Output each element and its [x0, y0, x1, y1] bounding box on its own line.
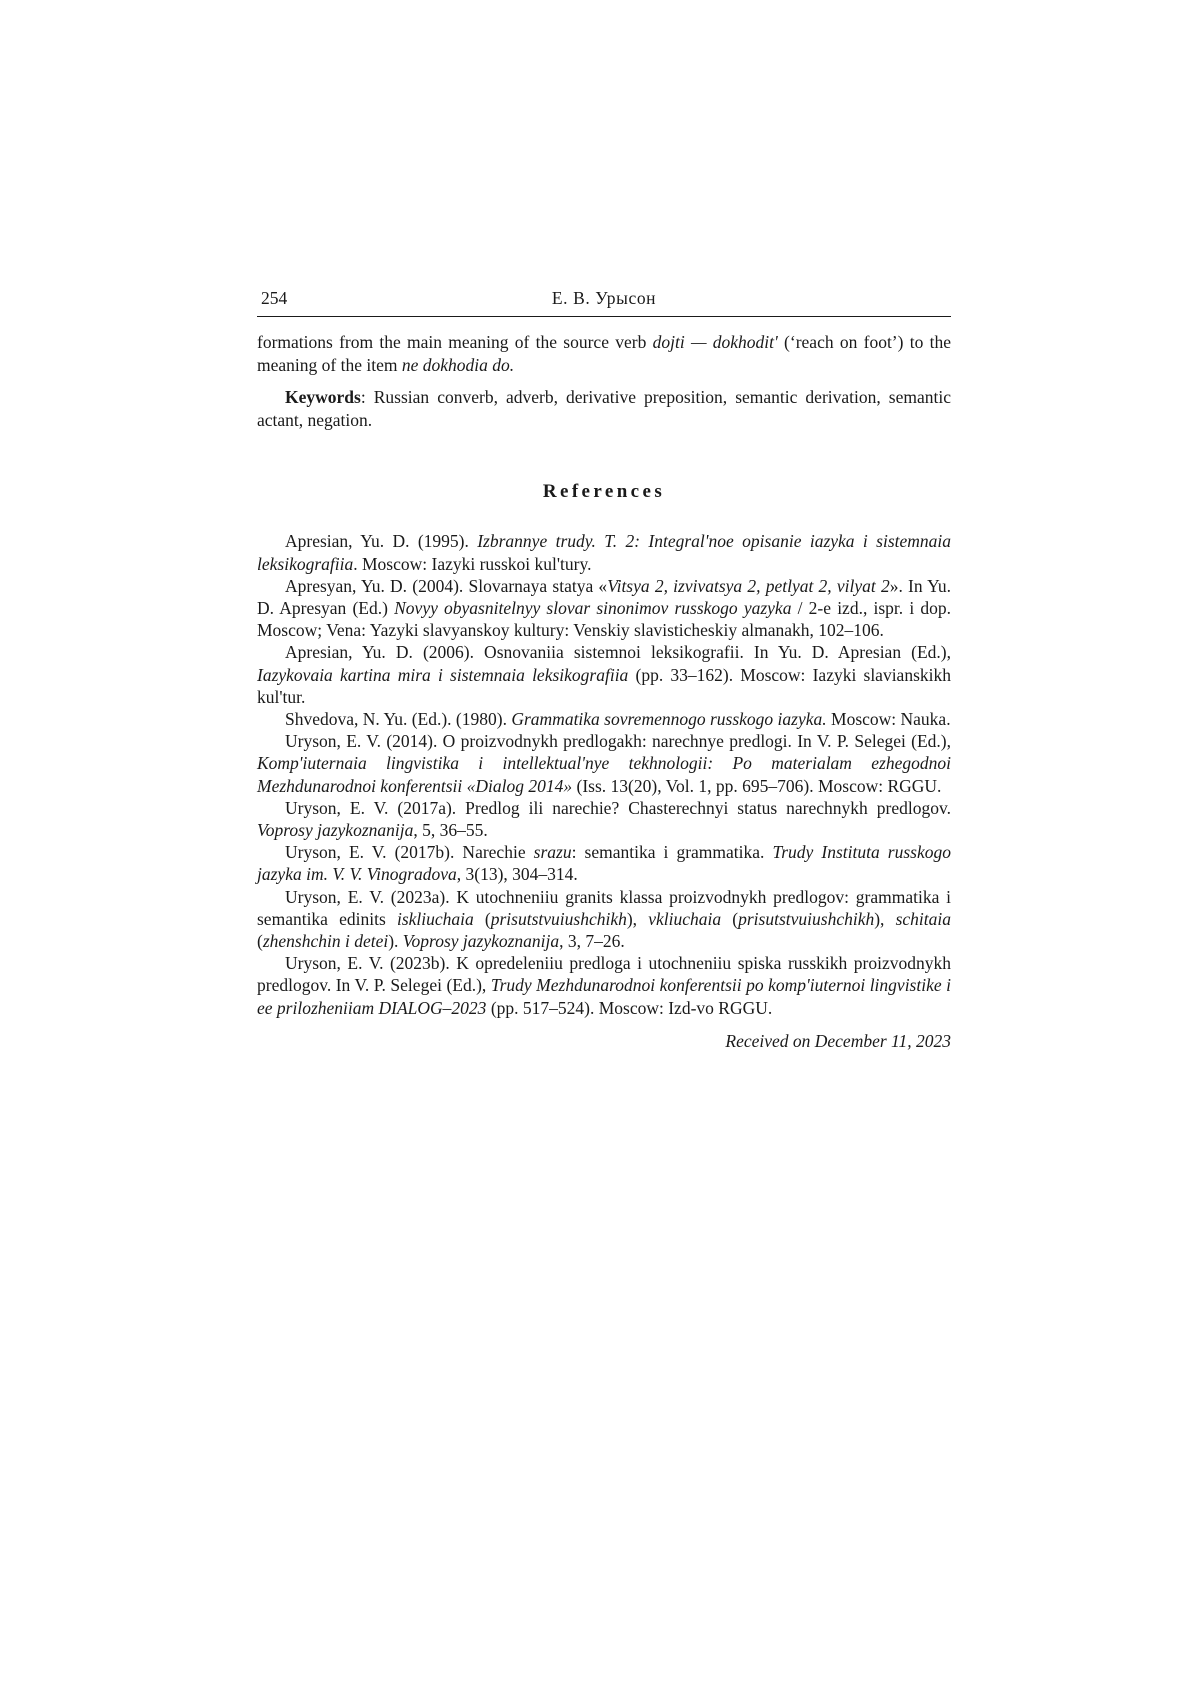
text-run: Apresyan, Yu. D. (2004). Slovarnaya statya « [285, 575, 608, 596]
italic-run: prisutstvuiushchikh [490, 908, 627, 929]
reference-entry [257, 886, 951, 953]
text-run: (pp. 517–524). Moscow: Izd-vo RGGU. [486, 997, 773, 1018]
text-run: ), [626, 908, 649, 929]
reference-list [257, 530, 951, 1018]
reference-entry [257, 730, 951, 797]
italic-run: Grammatika sovremennogo russkogo iazyka. [511, 709, 827, 729]
keywords-paragraph [257, 386, 951, 431]
italic-run: Izbrannye trudy. T. 2: Integral'noe opisanie iazyka i sistemnaia leksikografiia [257, 531, 952, 574]
italic-run: Novyy obyasnitelnyy slovar sinonimov russkogo yazyka [394, 597, 792, 618]
text-run: : semantika i grammatika. [571, 842, 773, 863]
references-heading: References [542, 481, 666, 503]
text-run: , 3, 7–26. [559, 931, 625, 952]
reference-entry [257, 575, 951, 642]
text-run: (Iss. 13(20), Vol. 1, pp. 695–706). Moscow: RGGU. [572, 775, 942, 796]
text-run: ), [874, 908, 896, 929]
text-run: Uryson, E. V. (2017a). Predlog ili narechie? Chasterechnyi status narechnykh predlogov. [285, 797, 951, 818]
italic-run: Vitsya 2, izvivatsya 2, petlyat 2, vilyat 2 [607, 575, 890, 596]
italic-run: Voprosy jazykoznanija [402, 931, 560, 952]
italic-run: vkliuchaia [648, 908, 722, 929]
text-run: ». In Yu. D. Apresyan (Ed.) [257, 575, 951, 618]
text-run: Uryson, E. V. (2014). O proizvodnykh predlogakh: narechnye predlogi. In V. P. Selegei (Ed.), [285, 731, 951, 752]
italic-run: Iazykovaia kartina mira i sistemnaia leksikografiia [257, 664, 629, 685]
text-run: Moscow: Nauka. [826, 709, 951, 729]
text-run: ( [721, 908, 739, 929]
text-run: , 5, 36–55. [413, 820, 488, 841]
italic-run: zhenshchin i detei [262, 931, 389, 952]
received-date: Received on December 11, 2023 [725, 1030, 951, 1051]
text-run: (pp. 33–162). Moscow: Iazyki slavianskikh kul'tur. [257, 664, 952, 707]
italic-run: schitaia [895, 908, 952, 929]
text-run: Uryson, E. V. (2023b). K opredeleniiu predloga i utochneniiu spiska russkikh proizvodnykh predlogov. In V. P. Selegei (Ed.), [257, 953, 951, 996]
italic-run: Komp'iuternaia lingvistika i intellektual'nye tekhnologii: Po materialam ezhegodnoi Mezhdunarodnoi konferentsii «Dialog 2014» [257, 753, 951, 796]
text-run: (‘reach on foot’) to the meaning of the item [257, 332, 951, 375]
text-run: Apresian, Yu. D. (2006). Osnovaniia sistemnoi leksikografii. In Yu. D. Apresian (Ed.), [285, 642, 951, 663]
italic-run: srazu [533, 842, 572, 863]
text-run: . Moscow: Iazyki russkoi kul'tury. [353, 553, 592, 574]
reference-entry [257, 952, 951, 1019]
italic-run: Trudy Instituta russkogo jazyka im. V. V. Vinogradova [257, 842, 951, 885]
text-run: formations from the main meaning of the source verb [257, 332, 653, 352]
reference-entry [257, 641, 951, 708]
italic-run: ne dokhodia do. [401, 354, 515, 375]
text-run: Uryson, E. V. (2023a). K utochneniiu granits klassa proizvodnykh predlogov: grammatika i semantika edinits [257, 886, 951, 929]
italic-run: iskliuchaia [396, 908, 474, 929]
italic-run: prisutstvuiushchikh [738, 908, 875, 929]
running-head-author: Е. В. Урысон [551, 288, 657, 308]
italic-run: Trudy Mezhdunarodnoi konferentsii po komp'iuternoi lingvistike i ee prilozheniiam DIALOG–2023 [257, 975, 951, 1018]
page-number: 254 [261, 288, 288, 308]
reference-entry [257, 841, 951, 885]
italic-run: dojti — dokhodit' [652, 332, 778, 352]
italic-run: Voprosy jazykoznanija [257, 820, 414, 841]
text-run: ). [388, 931, 403, 952]
reference-entry [257, 708, 951, 730]
text-run: Shvedova, N. Yu. (Ed.). (1980). [285, 709, 512, 729]
text-run: , 3(13), 304–314. [456, 864, 578, 885]
reference-entry [257, 797, 951, 841]
abstract-tail [257, 331, 951, 376]
keywords-label: Keywords [285, 387, 361, 408]
journal-page [257, 286, 951, 1052]
text-run: Uryson, E. V. (2017b). Narechie [285, 842, 534, 863]
text-run: / 2-e izd., ispr. i dop. Moscow; Vena: Yazyki slavyanskoy kultury: Venskiy slavisticheskiy almanakh, 102–106. [257, 597, 952, 641]
text-run: ( [257, 931, 263, 952]
text-run: ( [473, 908, 491, 929]
running-head [257, 286, 951, 317]
reference-entry [257, 530, 951, 574]
text-run: Apresian, Yu. D. (1995). [285, 531, 478, 552]
keywords-text: : Russian converb, adverb, derivative preposition, semantic derivation, semantic actant, negation. [257, 387, 951, 430]
